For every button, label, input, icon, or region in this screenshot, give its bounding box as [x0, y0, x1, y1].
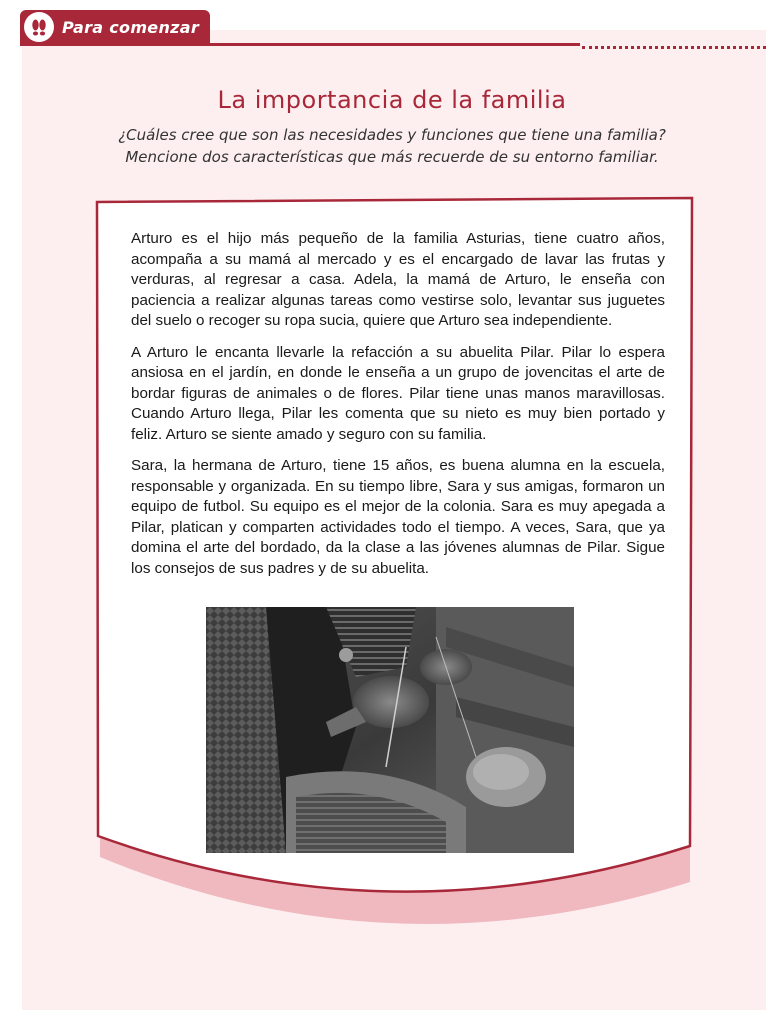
story-text — [131, 229, 665, 590]
subtitle-line-1: ¿Cuáles cree que son las necesidades y funciones que tiene una familia? — [118, 126, 666, 144]
section-label: Para comenzar — [62, 17, 200, 37]
story-paragraph-3: Sara, la hermana de Arturo, tiene 15 años, es buena alumna en la escuela, responsable y organizada. En su tiempo libre, Sara y sus amigas, formaron un equipo de futbol. Su equipo es el mejor de la colonia. Sara es muy apegada a Pilar, platican y comparten actividades todo el tiempo. A veces, Sara, que ya domina el arte del bordado, da la clase a las jóvenes alumnas de Pilar. Sigue los consejos de sus padres y de su abuelita. — [131, 457, 665, 577]
page-title: La importancia de la familia — [217, 86, 567, 114]
story-paragraph-2: A Arturo le encanta llevarle la refacción a su abuelita Pilar. Pilar lo espera ansiosa en el jardín, en donde le enseña a un grupo de jovencitas el arte de bordar figuras de animales o de flores. Pilar tiene unas manos maravillosas. Cuando Arturo llega, Pilar les comenta que su nieto es muy bien portado y feliz. Arturo se siente amado y seguro con su familia. — [131, 343, 665, 443]
subtitle-line-2: Mencione dos características que más recuerde de su entorno familiar. — [125, 148, 659, 166]
story-paragraph-1: Arturo es el hijo más pequeño de la familia Asturias, tiene cuatro años, acompaña a su mamá al mercado y es el encargado de lavar las frutas y verduras, al regresar a casa. Adela, la mamá de Arturo, le enseña con paciencia a realizar algunas tareas como vestirse solo, levantar sus juguetes del suelo o recoger su ropa sucia, quiere que Arturo sea independiente. — [131, 230, 665, 329]
embroidery-hands-photo — [206, 607, 574, 853]
